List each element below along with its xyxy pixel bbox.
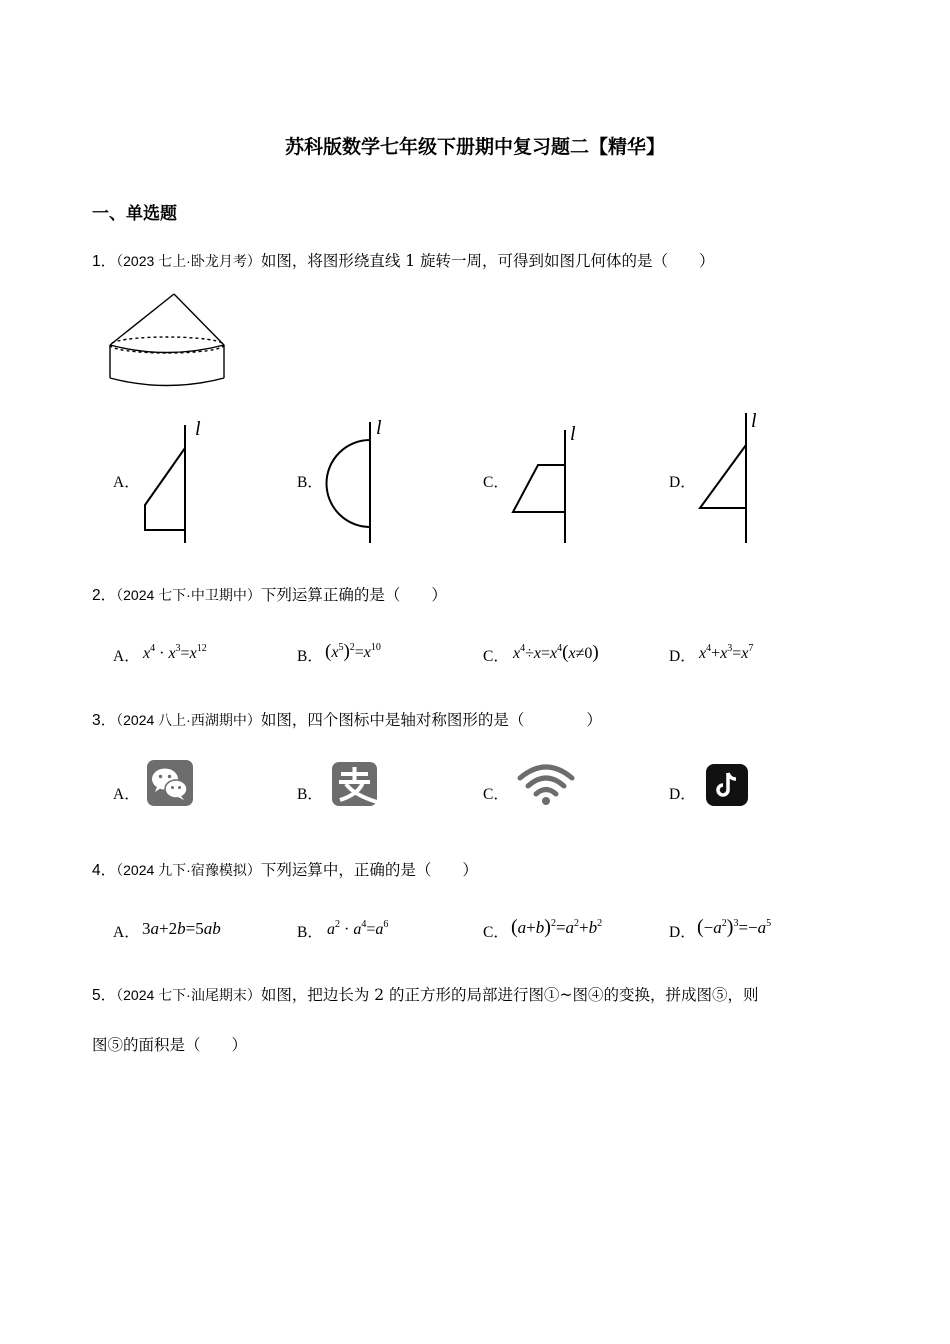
option-a-expression: 3a+2b=5ab	[142, 919, 221, 938]
option-c-label: C．	[483, 924, 509, 941]
option-b-label: B．	[297, 924, 323, 941]
question-number: 3．	[92, 712, 117, 729]
option-d-expression: $x^4+x^3=x^7$	[699, 643, 754, 662]
option-c-label: C．	[483, 474, 509, 491]
question-4	[92, 858, 478, 880]
question-5-continued: 图⑤的面积是（ ）	[92, 1036, 248, 1054]
option-d-expression: $(-a^2)^3=-a^5$	[697, 916, 772, 938]
option-b-expression: $(x^5)^2=x^{10}$	[325, 641, 381, 662]
tiktok-icon	[706, 764, 748, 806]
option-a-label: A．	[113, 474, 140, 491]
question-source: （2024 九下·宿豫模拟）	[116, 862, 261, 878]
option-d-label: D．	[669, 474, 696, 491]
option-c-label: C．	[483, 786, 509, 803]
option-c-expression: $x^4\div x=x^4(x\ne 0)$	[513, 642, 599, 663]
question-text: 下列运算正确的是（ ）	[260, 586, 447, 604]
axis-label: l	[570, 423, 576, 445]
option-b-label: B．	[297, 786, 323, 803]
option-a-expression: $x^4 \cdot x^3=x^{12}$	[143, 643, 207, 662]
question-source: （2024 七下·中卫期中）	[116, 587, 261, 603]
question-text: 如图，把边长为 2 的正方形的局部进行图①~图④的变换，拼成图⑤，则	[260, 986, 759, 1004]
question-source: （2024 八上·西湖期中）	[116, 712, 261, 728]
question-5	[92, 983, 759, 1005]
question-text: 如图，将图形绕直线 1 旋转一周，可得到如图几何体的是（ ）	[260, 252, 715, 270]
solid-figure	[108, 290, 234, 390]
wechat-icon	[147, 760, 193, 806]
option-a-label: A．	[113, 786, 140, 803]
option-d-label: D．	[669, 648, 696, 665]
option-b-label: B．	[297, 474, 323, 491]
option-a-figure	[140, 415, 220, 550]
option-c-expression: $(a+b)^2=a^2+b^2$	[511, 916, 603, 938]
axis-label: l	[195, 418, 201, 440]
question-number: 2．	[92, 587, 117, 604]
option-c-figure	[508, 420, 588, 548]
page-title: 苏科版数学七年级下册期中复习题二【精华】	[284, 136, 665, 158]
section-heading: 一、单选题	[92, 204, 177, 224]
question-text: 如图，四个图标中是轴对称图形的是（ ）	[260, 711, 602, 729]
option-b-label: B．	[297, 648, 323, 665]
question-source: （2023 七上·卧龙月考）	[116, 253, 261, 269]
question-number: 5．	[92, 987, 117, 1004]
option-d-figure	[695, 405, 775, 547]
question-1	[92, 249, 715, 271]
option-d-label: D．	[669, 924, 696, 941]
axis-label: l	[376, 417, 382, 439]
option-b-figure	[320, 412, 400, 547]
wifi-icon	[517, 764, 575, 806]
question-text: 下列运算中，正确的是（ ）	[260, 861, 478, 879]
alipay-icon	[332, 762, 377, 806]
option-a-label: A．	[113, 648, 140, 665]
option-b-expression: $a^2 \cdot a^4=a^6$	[327, 919, 389, 938]
question-number: 1．	[92, 253, 117, 270]
question-2	[92, 583, 447, 605]
option-a-label: A．	[113, 924, 140, 941]
question-number: 4．	[92, 862, 117, 879]
option-c-label: C．	[483, 648, 509, 665]
axis-label: l	[751, 410, 757, 432]
question-3	[92, 708, 602, 730]
option-d-label: D．	[669, 786, 696, 803]
question-source: （2024 七下·汕尾期末）	[116, 987, 261, 1003]
